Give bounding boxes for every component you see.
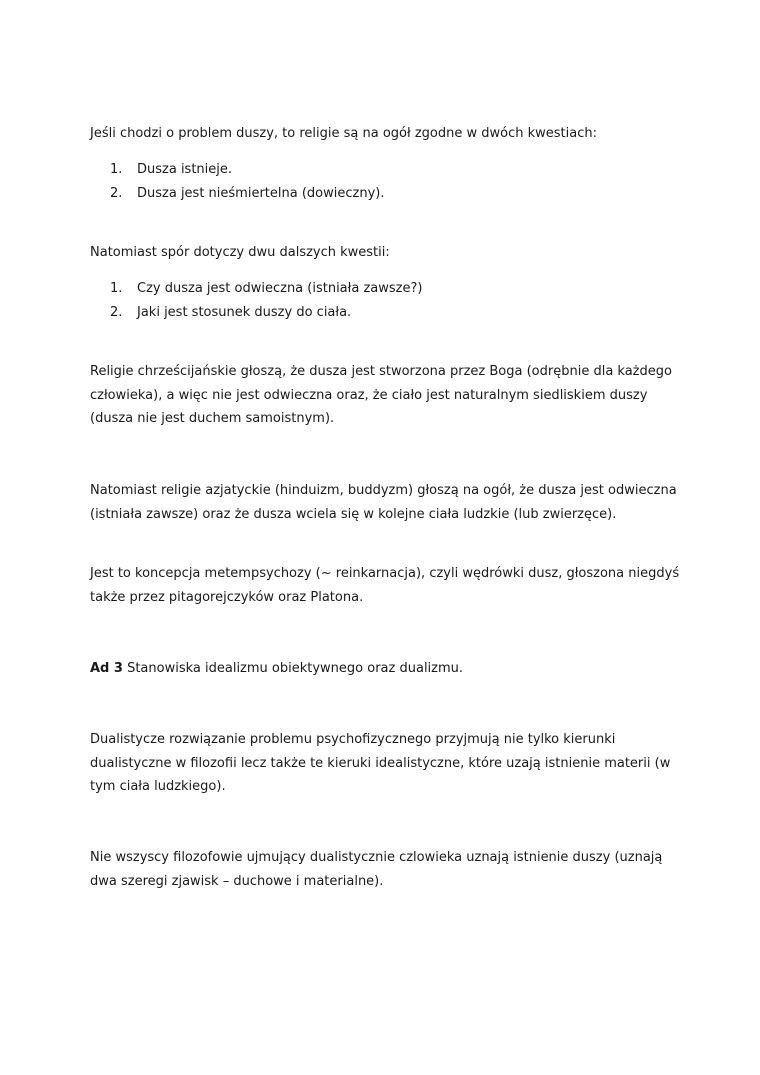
intro-paragraph: Jeśli chodzi o problem duszy, to religie są na ogół zgodne w dwóch kwestiach: xyxy=(90,126,597,141)
dispute-paragraph: Natomiast spór dotyczy dwu dalszych kwestii: xyxy=(90,245,390,260)
list-text: Dusza jest nieśmiertelna (dowieczny). xyxy=(137,186,385,201)
list-text: Dusza istnieje. xyxy=(137,162,233,177)
asian-paragraph: Natomiast religie azjatyckie (hinduizm, buddyzm) głoszą na ogół, że dusza jest odwieczna (istniała zawsze) oraz że dusza wciela się w kolejne ciała ludzkie (lub zwierzęce). xyxy=(90,483,677,522)
list-number: 1. xyxy=(110,162,123,177)
dualistic-paragraph: Dualistycze rozwiązanie problemu psychofizycznego przyjmują nie tylko kierunki dualistyczne w filozofii lecz także te kieruki idealistyczne, które uzają istnienie materii (w tym ciała ludzkiego). xyxy=(90,732,671,794)
philosophers-paragraph: Nie wszyscy filozofowie ujmujący dualistycznie czlowieka uznają istnienie duszy (uznają dwa szeregi zjawisk – duchowe i materialne). xyxy=(90,850,663,889)
list-text: Czy dusza jest odwieczna (istniała zawsze?) xyxy=(137,281,423,296)
metempsychosis-paragraph: Jest to koncepcja metempsychozy (~ reinkarnacja), czyli wędrówki dusz, głoszona niegdyś także przez pitagorejczyków oraz Platona. xyxy=(90,566,680,605)
agreement-list xyxy=(110,158,670,206)
dispute-list xyxy=(110,277,670,325)
list-item xyxy=(110,301,670,325)
list-item xyxy=(110,277,670,301)
list-number: 2. xyxy=(110,305,123,320)
list-item xyxy=(110,158,670,182)
ad3-text: Stanowiska idealizmu obiektywnego oraz dualizmu. xyxy=(122,661,464,676)
list-number: 2. xyxy=(110,186,123,201)
list-item xyxy=(110,182,670,206)
ad3-label: Ad 3 xyxy=(90,661,123,676)
list-text: Jaki jest stosunek duszy do ciała. xyxy=(137,305,352,320)
christian-paragraph: Religie chrześcijańskie głoszą, że dusza jest stworzona przez Boga (odrębnie dla każdego człowieka), a więc nie jest odwieczna oraz, że ciało jest naturalnym siedliskiem duszy (dusza nie jest duchem samoistnym). xyxy=(90,364,672,426)
list-number: 1. xyxy=(110,281,123,296)
ad3-heading xyxy=(90,657,680,681)
